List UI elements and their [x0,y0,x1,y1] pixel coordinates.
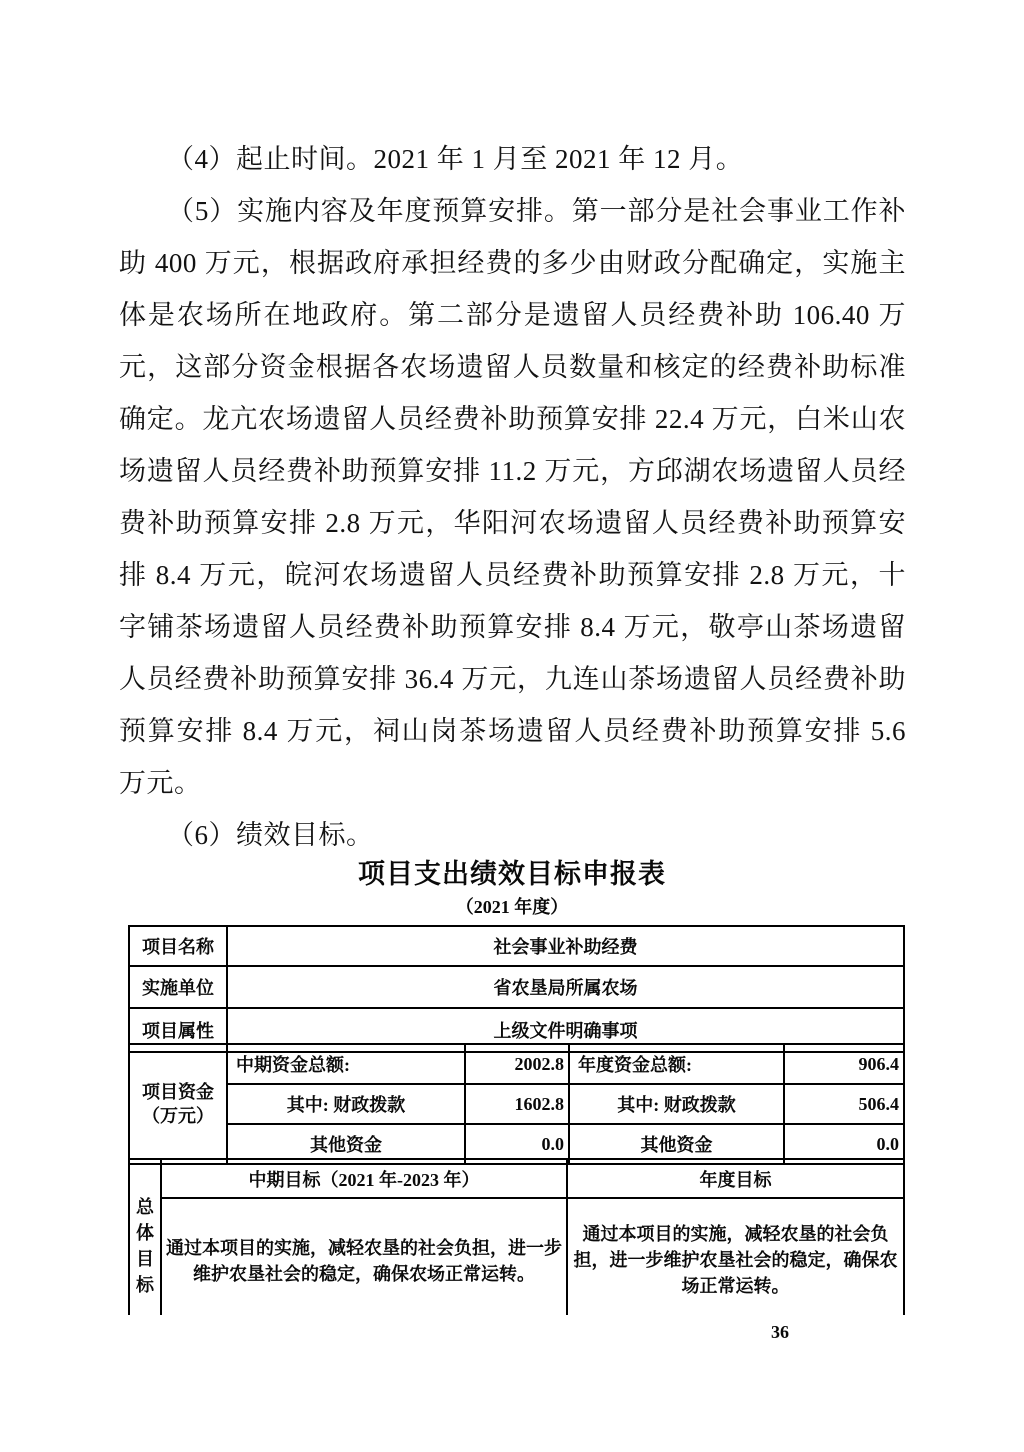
project-attr-label: 项目属性 [129,1008,227,1052]
goal-line: 维护农垦社会的稳定，确保农场正常运转。 [193,1264,535,1284]
side-char: 总 [136,1197,154,1217]
page-number: 36 [771,1322,789,1342]
annual-goal-header: 年度目标 [567,1159,904,1198]
annual-total-label: 年度资金总额: [569,1044,784,1084]
body-line: 字铺茶场遗留人员经费补助预算安排 8.4 万元，敬亭山茶场遗留 [119,612,906,642]
table-row [129,1198,904,1315]
annual-fiscal-value: 506.4 [784,1084,904,1124]
project-funds-header [129,1044,227,1164]
body-line: （6）绩效目标。 [167,820,374,850]
table-title: 项目支出绩效目标申报表 [358,859,666,889]
goal-line: 场正常运转。 [681,1276,790,1296]
goal-line: 通过本项目的实施，减轻农垦的社会负担，进一步 [166,1238,562,1258]
annual-other-value: 0.0 [784,1124,904,1164]
side-char: 体 [136,1223,154,1243]
midterm-other-value: 0.0 [465,1124,569,1164]
midterm-fiscal-label: 其中: 财政拨款 [227,1084,465,1124]
project-name-value: 社会事业补助经费 [227,926,904,966]
project-funds-line1: 项目资金 [142,1082,214,1102]
table-row [129,1084,904,1124]
table-row [129,926,904,966]
body-line: 人员经费补助预算安排 36.4 万元，九连山茶场遗留人员经费补助 [119,664,906,694]
funds-table [128,1043,905,1165]
implement-unit-label: 实施单位 [129,966,227,1008]
body-line: 费补助预算安排 2.8 万元，华阳河农场遗留人员经费补助预算安 [119,508,906,538]
body-line: 助 400 万元，根据政府承担经费的多少由财政分配确定，实施主 [119,248,906,278]
overall-goal-side-label [129,1159,161,1315]
midterm-other-label: 其他资金 [227,1124,465,1164]
info-table [128,925,905,1053]
body-line: 体是农场所在地政府。第二部分是遗留人员经费补助 106.40 万 [119,300,906,330]
midterm-total-label: 中期资金总额: [227,1044,465,1084]
side-char: 标 [136,1275,154,1295]
table-row [129,1044,904,1084]
table-row [129,966,904,1008]
midterm-fiscal-value: 1602.8 [465,1084,569,1124]
body-line: 场遗留人员经费补助预算安排 11.2 万元，方邱湖农场遗留人员经 [119,456,906,486]
goal-line: 担，进一步维护农垦社会的稳定，确保农 [573,1250,898,1270]
body-line: （4）起止时间。2021 年 1 月至 2021 年 12 月。 [167,144,744,174]
goals-table [128,1158,905,1315]
goals-section [128,1158,907,1315]
table-row [129,1159,904,1198]
annual-total-value: 906.4 [784,1044,904,1084]
side-char: 目 [136,1249,154,1269]
body-line: 确定。龙亢农场遗留人员经费补助预算安排 22.4 万元，白米山农 [119,404,906,434]
table-subtitle: （2021 年度） [455,897,569,917]
annual-fiscal-label: 其中: 财政拨款 [569,1084,784,1124]
body-line: 元，这部分资金根据各农场遗留人员数量和核定的经费补助标准 [119,352,906,382]
body-line: （5）实施内容及年度预算安排。第一部分是社会事业工作补 [167,196,906,226]
annual-goal-text [567,1198,904,1315]
midterm-goal-header: 中期目标（2021 年-2023 年） [161,1159,567,1198]
midterm-goal-text [161,1198,567,1315]
project-attr-value: 上级文件明确事项 [227,1008,904,1052]
project-funds-line2: （万元） [142,1106,214,1126]
body-line: 万元。 [119,768,202,798]
body-line: 排 8.4 万元，皖河农场遗留人员经费补助预算安排 2.8 万元，十 [119,560,906,590]
annual-other-label: 其他资金 [569,1124,784,1164]
project-name-label: 项目名称 [129,926,227,966]
midterm-total-value: 2002.8 [465,1044,569,1084]
goal-line: 通过本项目的实施，减轻农垦的社会负 [582,1224,889,1244]
body-line: 预算安排 8.4 万元，祠山岗茶场遗留人员经费补助预算安排 5.6 [119,716,906,746]
body-text [119,133,906,861]
implement-unit-value: 省农垦局所属农场 [227,966,904,1008]
